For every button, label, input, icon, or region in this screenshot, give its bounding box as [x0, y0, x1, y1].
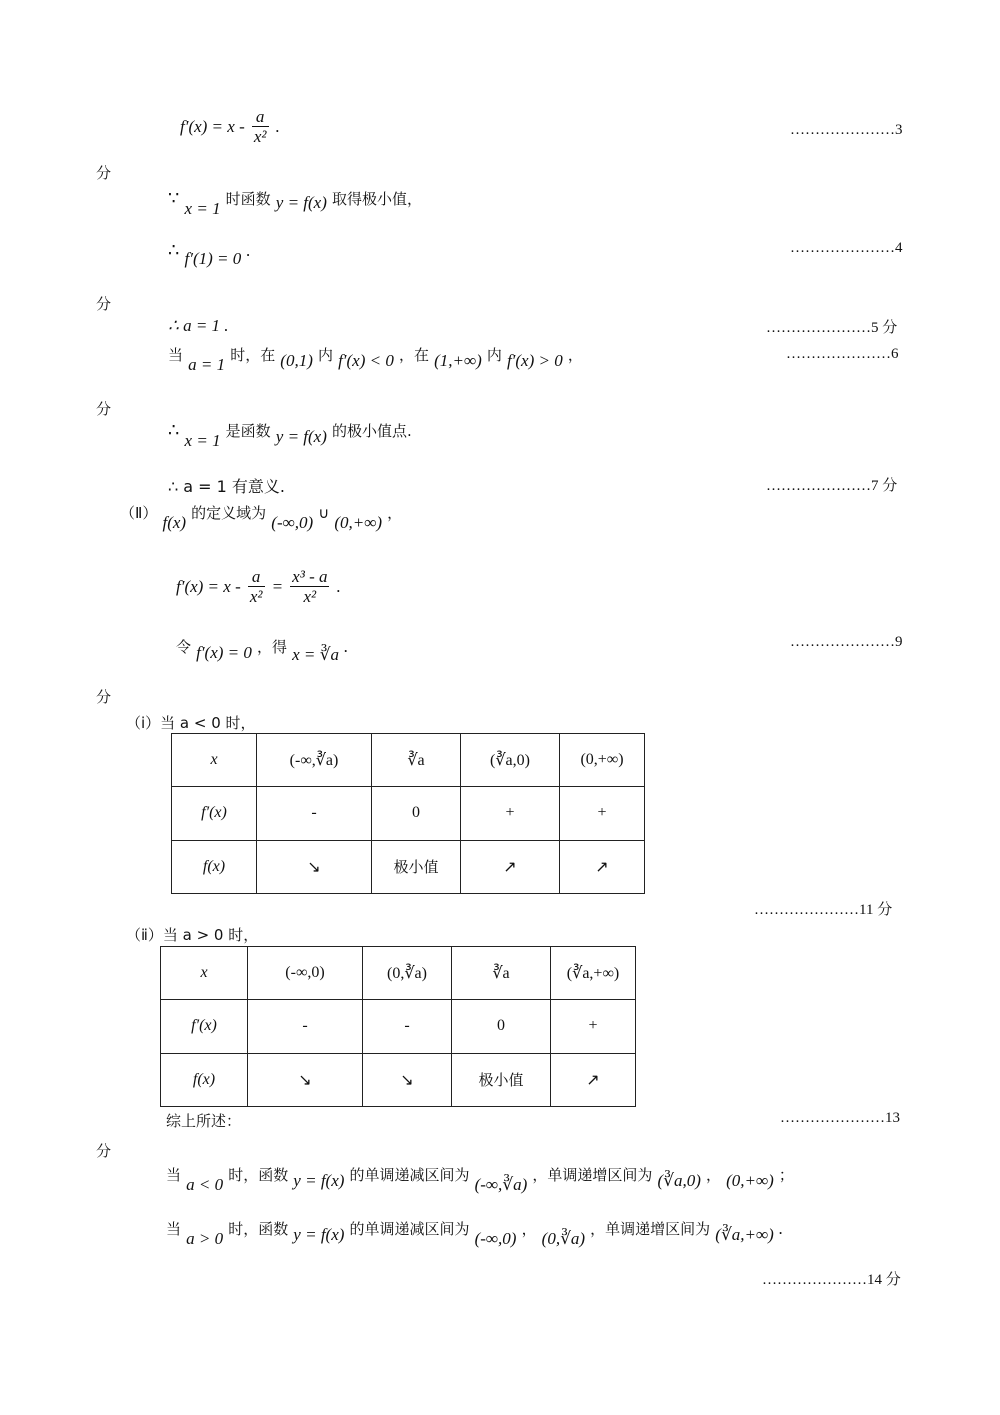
- table-cell: (0,∛a): [363, 947, 452, 1000]
- table-cell: 极小值: [452, 1053, 551, 1106]
- table-cell: 0: [452, 1000, 551, 1053]
- line-therefore-2: ∴ x = 1 是函数 y = f(x) 的极小值点.: [168, 420, 412, 450]
- table-cell: ∛a: [372, 734, 461, 787]
- line-therefore-1: ∴ f′(1) = 0 .: [168, 240, 251, 268]
- table-cell: (0,+∞): [560, 734, 645, 787]
- table-cell: ↗: [461, 840, 560, 893]
- line-let: 令 f′(x) = 0 ，得 x = ∛a .: [176, 637, 349, 664]
- score-unit: 分: [96, 295, 112, 313]
- score-unit: 分: [96, 164, 112, 182]
- sign-table-2: [160, 946, 636, 1107]
- table-cell: 0: [372, 787, 461, 840]
- score-3: …………………3: [790, 122, 903, 138]
- table-cell: ↘: [248, 1053, 363, 1106]
- table-cell: f′(x): [172, 787, 257, 840]
- table-cell: f′(x): [161, 1000, 248, 1053]
- summary-heading: 综上所述：: [166, 1112, 242, 1130]
- table-cell: x: [161, 947, 248, 1000]
- summary-a-negative: 当 a < 0 时，函数 y = f(x) 的单调递减区间为 (-∞,∛a) ，单调递增区间为 (∛a,0) ， (0,+∞) ；: [166, 1166, 794, 1194]
- line-part-2: （Ⅱ） f(x) 的定义域为 (-∞,0) ∪ (0,+∞) ，: [120, 504, 403, 532]
- line-a-equals-1: ∴ a = 1 .: [168, 316, 229, 335]
- table-cell: +: [461, 787, 560, 840]
- table-cell: +: [551, 1000, 636, 1053]
- table-cell: ↗: [551, 1053, 636, 1106]
- table-cell: f(x): [161, 1053, 248, 1106]
- table-cell: f(x): [172, 840, 257, 893]
- table-cell: ↘: [257, 840, 372, 893]
- table-cell: (∛a,0): [461, 734, 560, 787]
- score-5: …………………5 分: [766, 320, 898, 336]
- summary-a-positive: 当 a > 0 时，函数 y = f(x) 的单调递减区间为 (-∞,0) ， (0,∛a) ，单调递增区间为 (∛a,+∞) .: [166, 1219, 784, 1248]
- line-meaningful: ∴ a = 1 有意义.: [168, 477, 286, 496]
- score-4: …………………4: [790, 240, 903, 256]
- score-11: …………………11 分: [754, 902, 893, 918]
- score-7: …………………7 分: [766, 478, 898, 494]
- table-cell: ↗: [560, 840, 645, 893]
- table-cell: 极小值: [372, 840, 461, 893]
- score-13: …………………13: [780, 1110, 900, 1126]
- score-unit: 分: [96, 400, 112, 418]
- table-cell: ↘: [363, 1053, 452, 1106]
- line-because: ∵ x = 1 时函数 y = f(x) 取得极小值，: [168, 188, 422, 218]
- fraction: $\frac{a}{\text{x²}}$: [253, 107, 267, 146]
- eq-derivative-2: f′(x) = x - $\frac{a}{\text{x²}}$ = $\frac{\text{x³ - a}}{\text{x²}}$ .: [176, 567, 341, 606]
- case-i: （ⅰ）当 a < 0 时，: [126, 714, 256, 732]
- fraction: $\frac{\text{x³ - a}}{\text{x²}}$: [292, 567, 328, 606]
- line-when-a-1: 当 a = 1 时，在 (0,1) 内 f′(x) < 0 ，在 (1,+∞) 内 f′(x) > 0 ，: [168, 346, 583, 374]
- sign-table-1: [171, 733, 645, 894]
- table-cell: ∛a: [452, 947, 551, 1000]
- table-cell: -: [248, 1000, 363, 1053]
- fraction: $\frac{a}{\text{x²}}$: [249, 567, 263, 606]
- table-cell: x: [172, 734, 257, 787]
- table-cell: +: [560, 787, 645, 840]
- table-cell: (-∞,0): [248, 947, 363, 1000]
- eq-derivative-1: f′(x) = x - $\frac{a}{\text{x²}}$ .: [180, 107, 280, 146]
- table-cell: (∛a,+∞): [551, 947, 636, 1000]
- table-cell: -: [257, 787, 372, 840]
- score-14: …………………14 分: [762, 1272, 901, 1288]
- score-unit: 分: [96, 1142, 112, 1160]
- table-cell: (-∞,∛a): [257, 734, 372, 787]
- score-9: …………………9: [790, 634, 903, 650]
- table-cell: -: [363, 1000, 452, 1053]
- score-6: …………………6: [786, 346, 899, 362]
- score-unit: 分: [96, 688, 112, 706]
- case-ii: （ⅱ）当 a > 0 时，: [126, 926, 259, 944]
